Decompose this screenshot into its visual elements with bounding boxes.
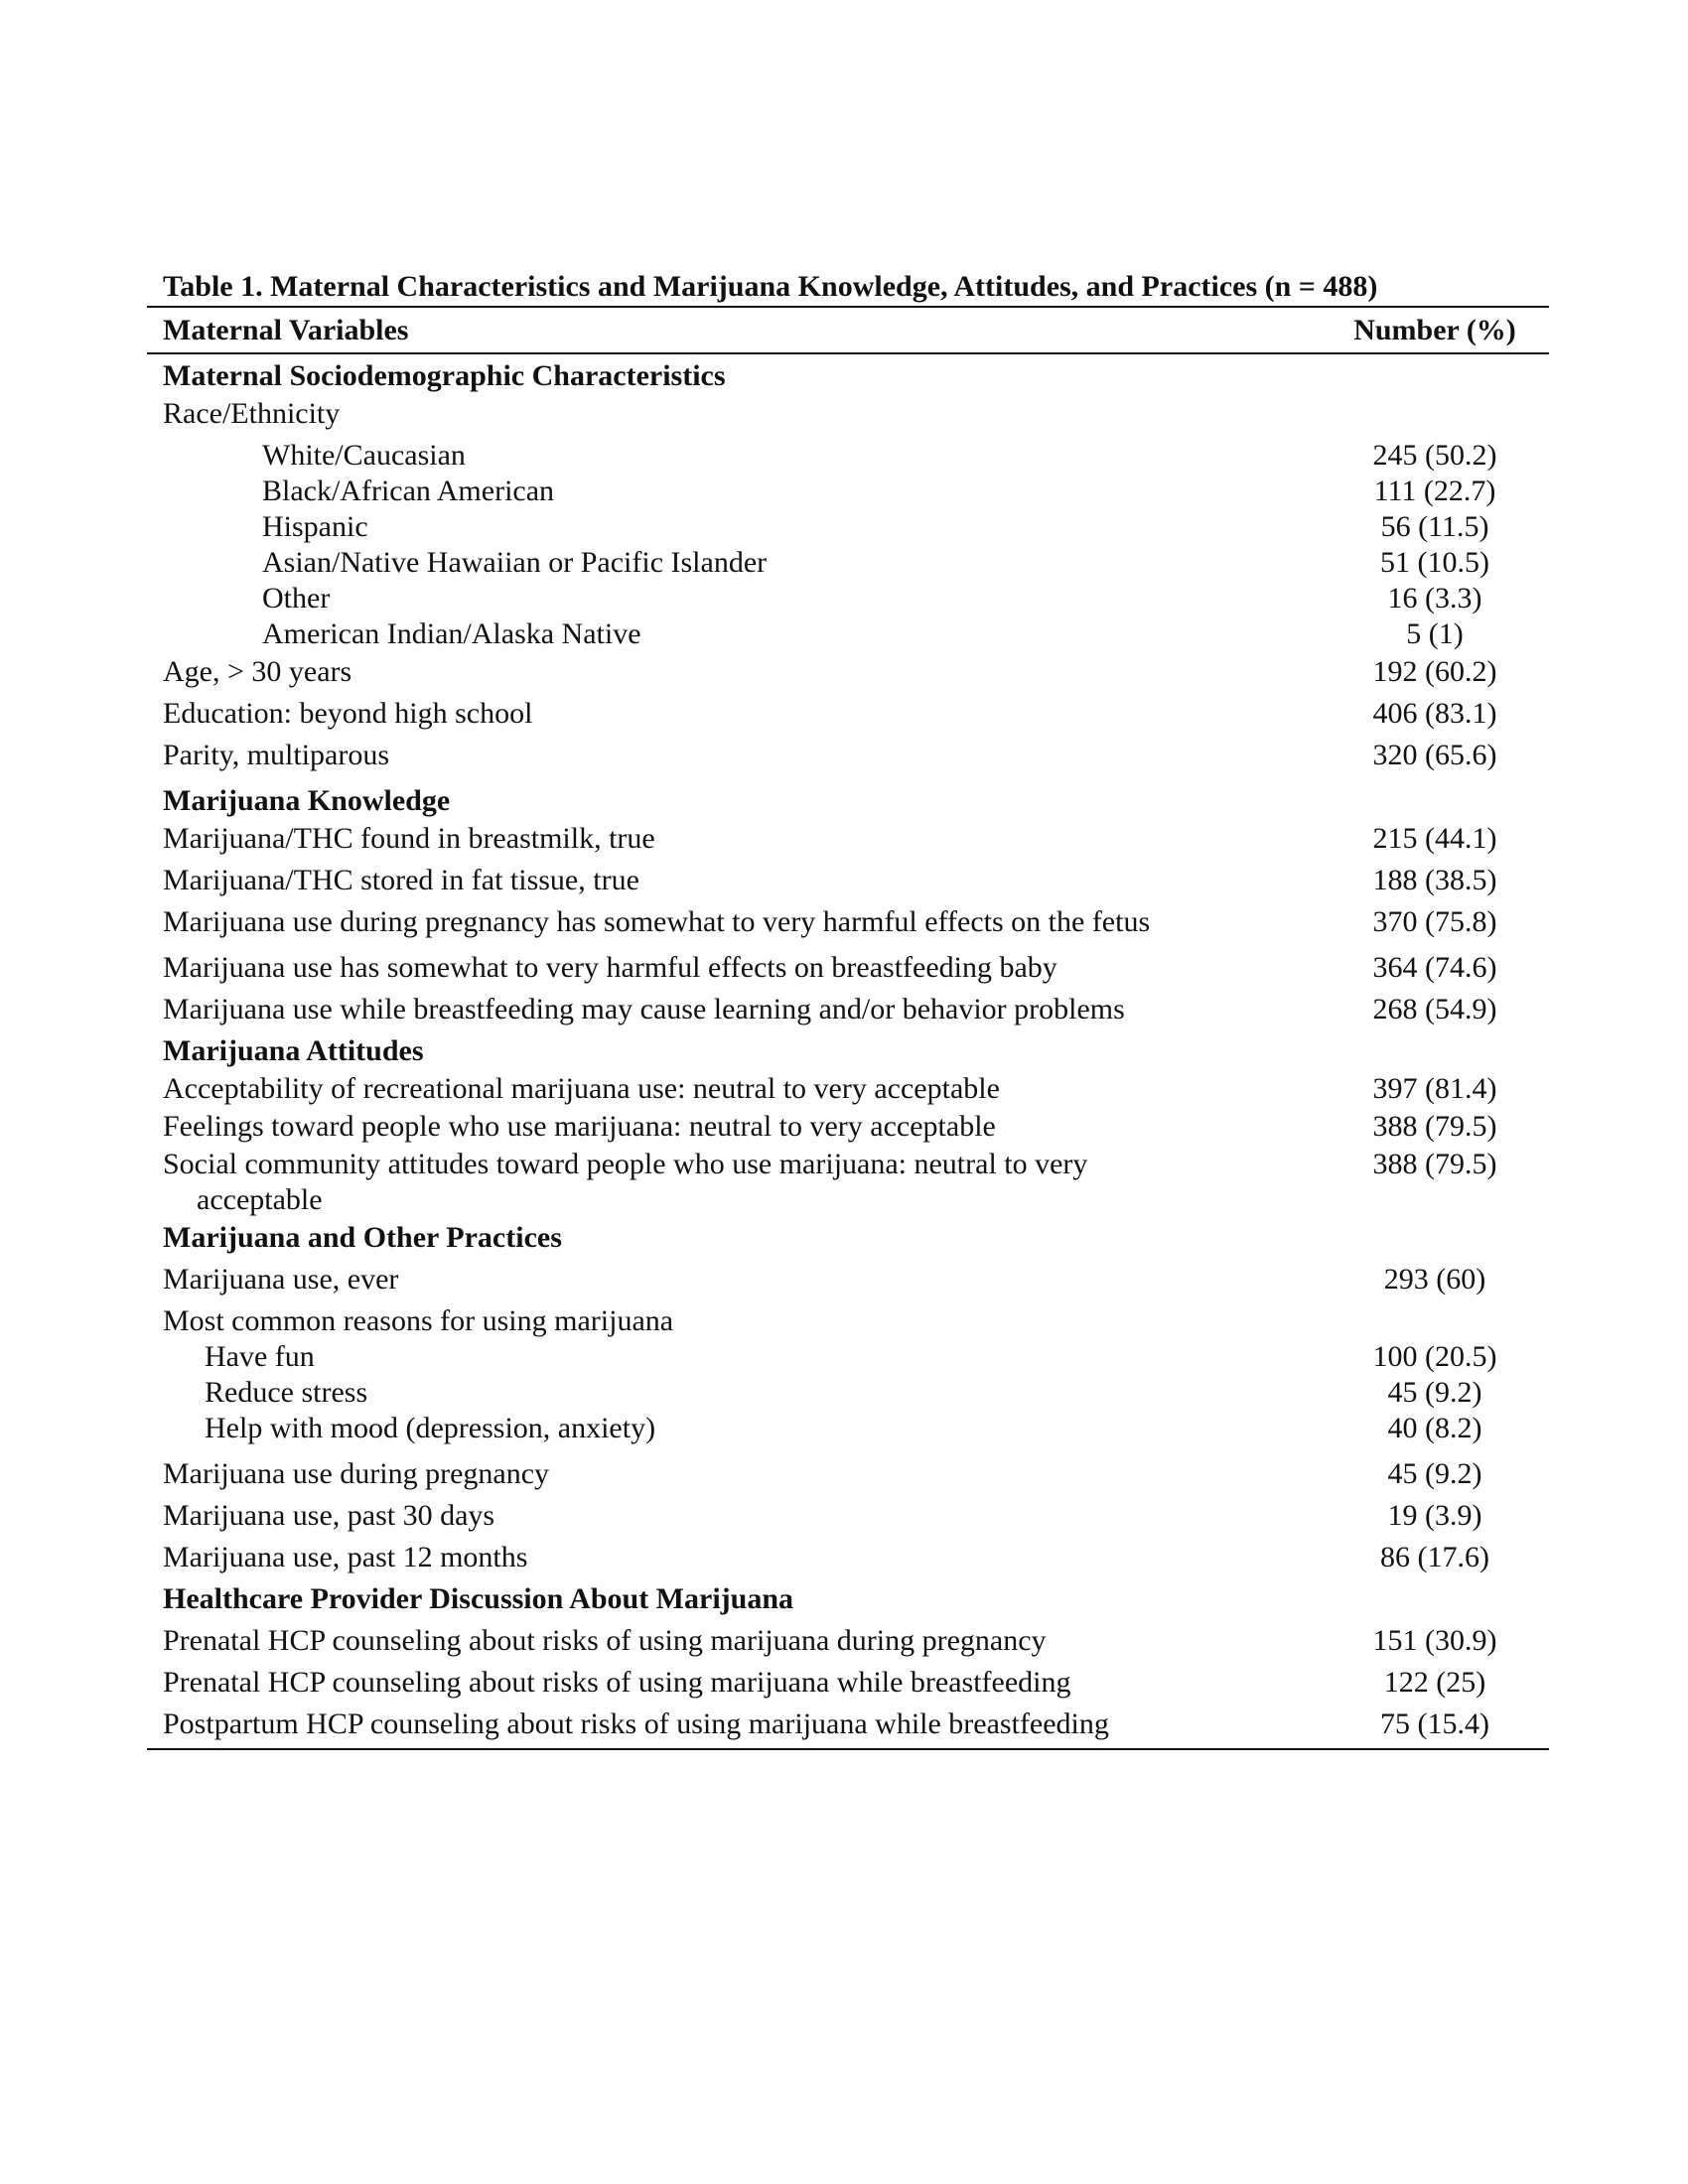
section-title-knowledge: Marijuana Knowledge [163, 784, 451, 817]
subheading-race-ethnicity: Race/Ethnicity [163, 397, 341, 430]
table-row: Help with mood (depression, anxiety) 40 (8.2) [205, 1412, 1482, 1444]
table-row: Marijuana use during pregnancy 45 (9.2) [163, 1457, 1482, 1490]
row-label-line-2: acceptable [197, 1183, 323, 1216]
section-title-practices: Marijuana and Other Practices [163, 1221, 562, 1254]
table-row: Marijuana/THC stored in fat tissue, true 188 (38.5) [163, 864, 1497, 896]
table-row: Education: beyond high school 406 (83.1) [163, 697, 1497, 730]
table-row: Marijuana/THC found in breastmilk, true 215 (44.1) [163, 822, 1497, 855]
table-row: Social community attitudes toward people who use marijuana: neutral to very acceptable 388 (79.5) [163, 1148, 1497, 1216]
table-row: Parity, multiparous 320 (65.6) [163, 739, 1497, 771]
table-row: Marijuana use while breastfeeding may cause learning and/or behavior problems 268 (54.9) [163, 993, 1497, 1025]
table-row: Reduce stress 45 (9.2) [205, 1376, 1482, 1409]
section-title-hcp: Healthcare Provider Discussion About Marijuana [163, 1582, 794, 1615]
section-title-sociodemographic: Maternal Sociodemographic Characteristics [163, 359, 726, 392]
table-row: Age, > 30 years 192 (60.2) [163, 655, 1497, 688]
table-caption: Table 1. Maternal Characteristics and Marijuana Knowledge, Attitudes, and Practices (n = 488) [147, 268, 1549, 308]
table-row: Hispanic 56 (11.5) [262, 510, 1489, 543]
column-header-variables: Maternal Variables [163, 313, 409, 346]
table-row: Prenatal HCP counseling about risks of using marijuana during pregnancy 151 (30.9) [163, 1624, 1497, 1657]
row-label-line-1: Social community attitudes toward people who use marijuana: neutral to very [163, 1148, 1088, 1180]
table-header-row [147, 308, 1549, 354]
table-row: Marijuana use, past 30 days 19 (3.9) [163, 1499, 1482, 1532]
table-row: Marijuana use has somewhat to very harmful effects on breastfeeding baby 364 (74.6) [163, 951, 1497, 984]
subheading-reasons: Most common reasons for using marijuana [163, 1304, 674, 1337]
table-body [147, 354, 1549, 1750]
table-row: Black/African American 111 (22.7) [262, 475, 1496, 507]
table-row: Other 16 (3.3) [262, 582, 1482, 614]
table-row: Feelings toward people who use marijuana: neutral to very acceptable 388 (79.5) [163, 1110, 1497, 1143]
table-row: Have fun 100 (20.5) [205, 1340, 1497, 1373]
table-row: American Indian/Alaska Native 5 (1) [262, 617, 1464, 650]
table-row: White/Caucasian 245 (50.2) [262, 439, 1497, 472]
table-row: Acceptability of recreational marijuana use: neutral to very acceptable 397 (81.4) [163, 1072, 1497, 1105]
table-document [147, 268, 1549, 1750]
table-row: Marijuana use, past 12 months 86 (17.6) [163, 1541, 1489, 1573]
table-row: Asian/Native Hawaiian or Pacific Islander 51 (10.5) [262, 546, 1489, 579]
table-row: Marijuana use, ever 293 (60) [163, 1263, 1486, 1296]
table-row: Prenatal HCP counseling about risks of using marijuana while breastfeeding 122 (25) [163, 1666, 1486, 1699]
section-title-attitudes: Marijuana Attitudes [163, 1034, 424, 1067]
column-header-number: Number (%) [1353, 313, 1516, 346]
table-row: Postpartum HCP counseling about risks of using marijuana while breastfeeding 75 (15.4) [163, 1707, 1489, 1740]
table-row: Marijuana use during pregnancy has somewhat to very harmful effects on the fetus 370 (75.8) [163, 905, 1497, 938]
